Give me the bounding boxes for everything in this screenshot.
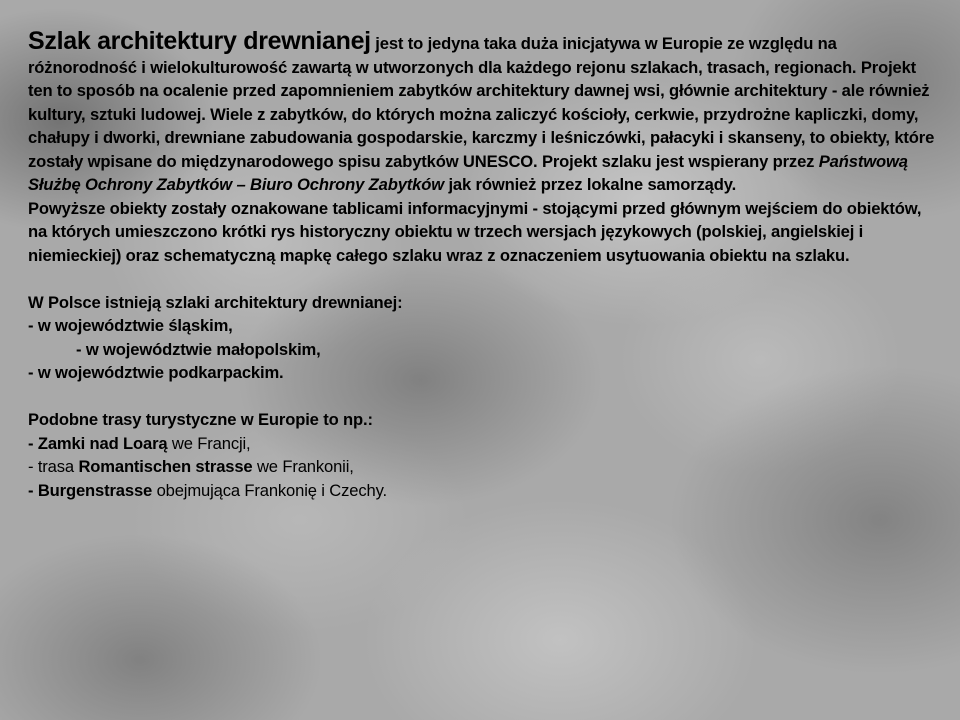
- list-item: - Burgenstrasse obejmująca Frankonię i Czechy.: [28, 480, 387, 500]
- europe-heading: Podobne trasy turystyczne w Europie to np.:: [28, 410, 373, 429]
- slide-content: [28, 27, 940, 502]
- list-item: - Zamki nad Loarą we Francji,: [28, 433, 251, 453]
- lead-title: Szlak architektury drewnianej: [28, 27, 371, 55]
- signage-paragraph: Powyższe obiekty zostały oznakowane tablicami informacyjnymi - stojącymi przed głównym wejściem do obiektów, na których umieszczono krótki rys historyczny obiektu w trzech wersjach językowych (polskiej, angielskiej i niemieckiej) oraz schematyczną mapkę całego szlaku wraz z oznaczeniem usytuowania obiektu na szlaku.: [28, 198, 922, 265]
- list-item: - w województwie podkarpackim.: [28, 363, 284, 382]
- intro-text-end: jak również przez lokalne samorządy.: [444, 175, 737, 194]
- spacer: [28, 385, 940, 409]
- spacer: [28, 267, 940, 291]
- intro-text: jest to jedyna taka duża inicjatywa w Europie ze względu na różnorodność i wielokulturowość zawartą w utworzonych dla każdego rejonu szlakach, trasach, regionach. Projekt ten to sposób na ocalenie przed zapomnieniem zabytków architektury dawnej wsi, głównie architektury - ale również kultury, sztuki ludowej. Wiele z zabytków, do których można zaliczyć kościoły, cerkwie, przydrożne kapliczki, domy, chałupy i dworki, drewniane zabudowania gospodarskie, karczmy i leśniczówki, pałacyki i skanseny, to obiekty, które zostały wpisane do międzynarodowego spisu zabytków UNESCO. Projekt szlaku jest wspierany przez: [28, 34, 935, 171]
- list-item: - trasa Romantischen strasse we Frankonii,: [28, 457, 354, 476]
- route-name: Zamki nad Loarą: [37, 433, 168, 453]
- route-name: Romantischen strasse: [78, 457, 253, 476]
- list-item: - w województwie małopolskim,: [76, 339, 321, 359]
- list-item: - w województwie śląskim,: [28, 316, 233, 335]
- italic-organization: Państwową Służbę Ochrony Zabytków – Biuro Ochrony Zabytków: [28, 151, 908, 194]
- intro-paragraph: [28, 27, 940, 197]
- route-name: Burgenstrasse: [37, 480, 153, 500]
- poland-heading: W Polsce istnieją szlaki architektury drewnianej:: [28, 292, 403, 312]
